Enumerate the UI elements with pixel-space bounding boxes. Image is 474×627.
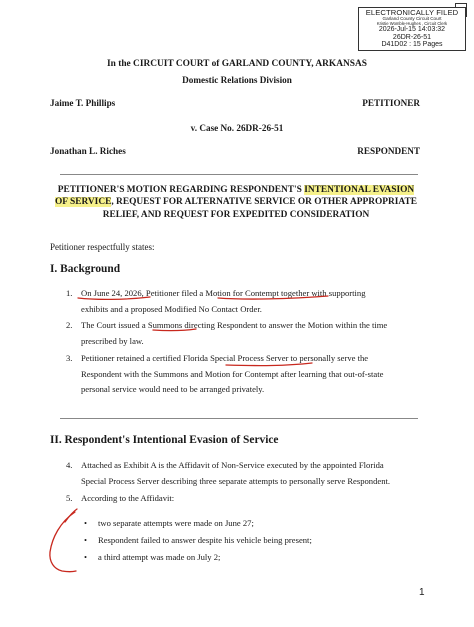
title-line-1 bbox=[50, 184, 422, 196]
item-text bbox=[81, 318, 427, 349]
section-1-heading: I. Background bbox=[50, 263, 121, 275]
bullet-dot-icon: • bbox=[84, 552, 88, 562]
item-number: 3. bbox=[66, 353, 73, 363]
petitioner-role: PETITIONER bbox=[362, 98, 420, 108]
item-line: Petitioner retained a certified Florida Special Process Server to personally serve the bbox=[81, 353, 369, 363]
bullet-dot-icon: • bbox=[84, 535, 88, 545]
stamp-line-timestamp: 2026-Jul-15 14:03:32 bbox=[378, 26, 446, 34]
title-highlight-of-service: OF SERVICE bbox=[54, 197, 112, 208]
bullet-text: Respondent failed to answer despite his vehicle being present; bbox=[98, 535, 312, 545]
item-line: personal service would need to be arranged privately. bbox=[81, 384, 265, 394]
stamp-line-case: 26DR-26-51 bbox=[392, 33, 432, 41]
title-line-2 bbox=[50, 196, 422, 208]
item-line: The Court issued a Summons directing Respondent to answer the Motion within the time bbox=[81, 320, 388, 330]
bullet-dot-icon: • bbox=[84, 518, 88, 528]
page-number: 1 bbox=[419, 587, 425, 598]
division-name: Domestic Relations Division bbox=[182, 75, 292, 85]
caption-divider bbox=[60, 174, 418, 175]
item-text bbox=[81, 458, 427, 489]
item-line: exhibits and a proposed Modified No Contact Order. bbox=[81, 303, 262, 314]
title-line-1a: PETITIONER'S MOTION REGARDING RESPONDENT'S bbox=[57, 185, 305, 195]
item-line: Respondent with the Summons and Motion for Contempt after learning that out-of-state bbox=[81, 368, 384, 379]
title-line-2b: , REQUEST FOR ALTERNATIVE SERVICE OR OTHER APPROPRIATE bbox=[111, 197, 417, 208]
title-highlight-intentional-evasion: INTENTIONAL EVASION bbox=[304, 185, 415, 195]
margin-tick-annotation bbox=[65, 509, 77, 522]
bullet-text: a third attempt was made on July 2; bbox=[98, 552, 221, 562]
item-text bbox=[81, 351, 427, 398]
item-number: 5. bbox=[66, 493, 73, 503]
motion-title bbox=[50, 184, 422, 221]
item-line: According to the Affidavit: bbox=[81, 493, 175, 503]
section-divider bbox=[60, 418, 418, 419]
electronic-filing-stamp bbox=[358, 7, 466, 51]
respondent-role: RESPONDENT bbox=[357, 146, 420, 156]
item-line: Attached as Exhibit A is the Affidavit of Non-Service executed by the appointed Florida bbox=[81, 460, 384, 470]
item-text bbox=[81, 491, 427, 507]
respondent-name: Jonathan L. Riches bbox=[50, 146, 126, 156]
title-line-3: RELIEF, AND REQUEST FOR EXPEDITED CONSIDERATION bbox=[102, 209, 370, 220]
intro-statement: Petitioner respectfully states: bbox=[50, 242, 155, 252]
item-line: Special Process Server describing three separate attempts to personally serve Respondent. bbox=[81, 475, 391, 486]
case-number: v. Case No. 26DR-26-51 bbox=[190, 123, 284, 133]
section-2-heading: II. Respondent's Intentional Evasion of Service bbox=[50, 434, 279, 446]
stamp-line-court: Garland County Circuit Court bbox=[382, 15, 442, 21]
item-text bbox=[81, 286, 427, 317]
stamp-line-pages: D41D02 : 15 Pages bbox=[381, 40, 443, 48]
item-number: 4. bbox=[66, 460, 73, 470]
item-line: On June 24, 2026, Petitioner filed a Motion for Contempt together with supporting bbox=[81, 288, 366, 298]
court-name: In the CIRCUIT COURT of GARLAND COUNTY, ARKANSAS bbox=[107, 59, 367, 69]
stamp-line-clerk: Kristie Womble-Hughes , Circuit Clerk bbox=[376, 20, 448, 26]
bullet-text: two separate attempts were made on June 27; bbox=[98, 518, 254, 528]
stamp-line-filed: ELECTRONICALLY FILED bbox=[365, 8, 459, 17]
item-number: 2. bbox=[66, 320, 73, 330]
item-line: prescribed by law. bbox=[81, 335, 144, 346]
margin-bracket-annotation bbox=[50, 512, 76, 572]
item-number: 1. bbox=[66, 288, 73, 298]
petitioner-name: Jaime T. Phillips bbox=[50, 98, 116, 108]
